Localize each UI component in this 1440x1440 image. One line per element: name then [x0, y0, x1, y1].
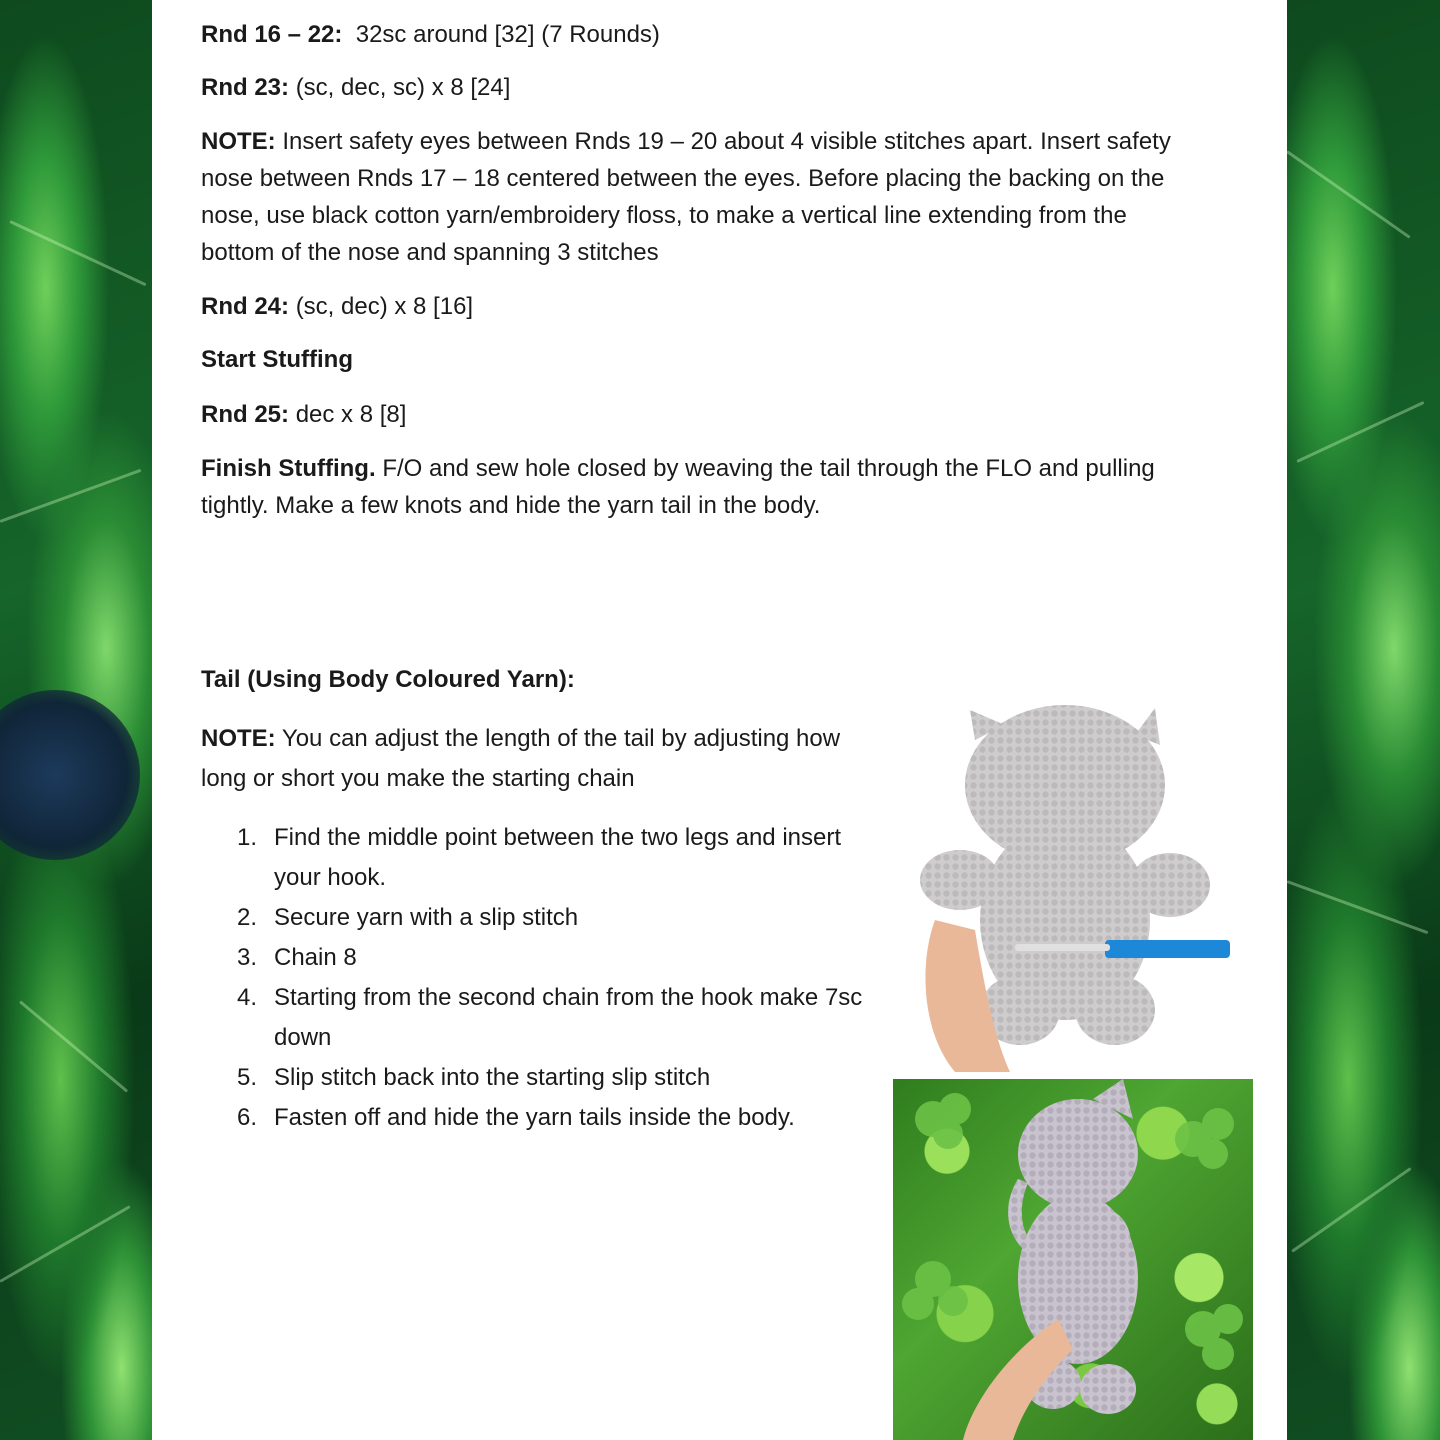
round-16-22: [201, 16, 1231, 53]
step-text: Starting from the second chain from the hook make 7sc down: [274, 984, 863, 1051]
step-number: 4.: [237, 984, 258, 1011]
arm: [1075, 1209, 1131, 1279]
photo-plush-tail-on-clover: [893, 1079, 1253, 1440]
round-label: Rnd 24:: [201, 293, 290, 320]
note-label: NOTE:: [201, 128, 276, 155]
tail-heading: Tail (Using Body Coloured Yarn):: [201, 666, 575, 693]
round-text: 32sc around [32] (7 Rounds): [355, 21, 660, 48]
head: [1018, 1099, 1138, 1209]
note-text: You can adjust the length of the tail by adjusting how long or short you make the starting chain: [201, 725, 841, 792]
dark-sky-patch: [0, 690, 140, 860]
step-text: Slip stitch back into the starting slip stitch: [274, 1064, 711, 1091]
list-item: [237, 898, 887, 938]
leaf-vein: [9, 220, 146, 286]
step-number: 6.: [237, 1104, 258, 1131]
leg: [1075, 975, 1155, 1045]
step-number: 5.: [237, 1064, 258, 1091]
list-item: [237, 938, 887, 978]
tail-steps-list: [237, 818, 887, 1138]
step-text: Chain 8: [274, 944, 357, 971]
round-23: [201, 69, 1231, 106]
leaf-vein: [1287, 150, 1411, 238]
finish-label: Finish Stuffing.: [201, 455, 376, 482]
leaf-background-left: [0, 0, 152, 1440]
round-text: (sc, dec, sc) x 8 [24]: [295, 74, 511, 101]
list-item: [237, 1098, 887, 1138]
round-text: (sc, dec) x 8 [16]: [295, 293, 474, 320]
note-text: Insert safety eyes between Rnds 19 – 20 about 4 visible stitches apart. Insert safety nose between Rnds 17 – 18 centered between the eyes. Before placing the backing on the nose, use black cotton yarn/embroidery floss, to make a vertical line extending from the bottom of the nose and spanning 3 stitches: [201, 128, 1171, 266]
round-label: Rnd 25:: [201, 401, 290, 428]
step-text: Fasten off and hide the yarn tails inside the body.: [274, 1104, 795, 1131]
step-number: 2.: [237, 904, 258, 931]
round-24: [201, 288, 1231, 325]
eyes-nose-note: [201, 123, 1171, 271]
start-stuffing-heading: Start Stuffing: [201, 346, 353, 373]
list-item: [237, 818, 887, 898]
leg: [1080, 1364, 1136, 1414]
note-label: NOTE:: [201, 725, 276, 752]
leaf-vein: [1287, 880, 1428, 934]
round-label: Rnd 16 – 22:: [201, 21, 343, 48]
leaf-background-right: [1287, 0, 1440, 1440]
step-text: Find the middle point between the two legs and insert your hook.: [274, 824, 842, 891]
round-text: dec x 8 [8]: [295, 401, 407, 428]
round-25: [201, 396, 1231, 433]
photo-plush-back-with-hook: [915, 700, 1235, 1072]
leaf-vein: [0, 1205, 131, 1283]
list-item: [237, 1058, 887, 1098]
plush-back-illustration: [915, 700, 1235, 1072]
step-number: 1.: [237, 824, 258, 851]
crochet-hook-shaft: [1015, 944, 1110, 951]
step-number: 3.: [237, 944, 258, 971]
leaf-vein: [1296, 401, 1424, 463]
leaf-vein: [1291, 1167, 1411, 1253]
leaf-vein: [0, 469, 141, 523]
step-text: Secure yarn with a slip stitch: [274, 904, 579, 931]
list-item: [237, 978, 887, 1058]
tail-note: [201, 719, 851, 799]
plush-tail-illustration: [893, 1079, 1253, 1440]
crochet-hook-handle: [1105, 940, 1230, 958]
round-label: Rnd 23:: [201, 74, 290, 101]
leaf-vein: [19, 1000, 128, 1092]
finish-stuffing: [201, 450, 1221, 524]
finish-text: F/O and sew hole closed by weaving the tail through the FLO and pulling tightly. Make a few knots and hide the yarn tail in the body.: [201, 455, 1155, 519]
